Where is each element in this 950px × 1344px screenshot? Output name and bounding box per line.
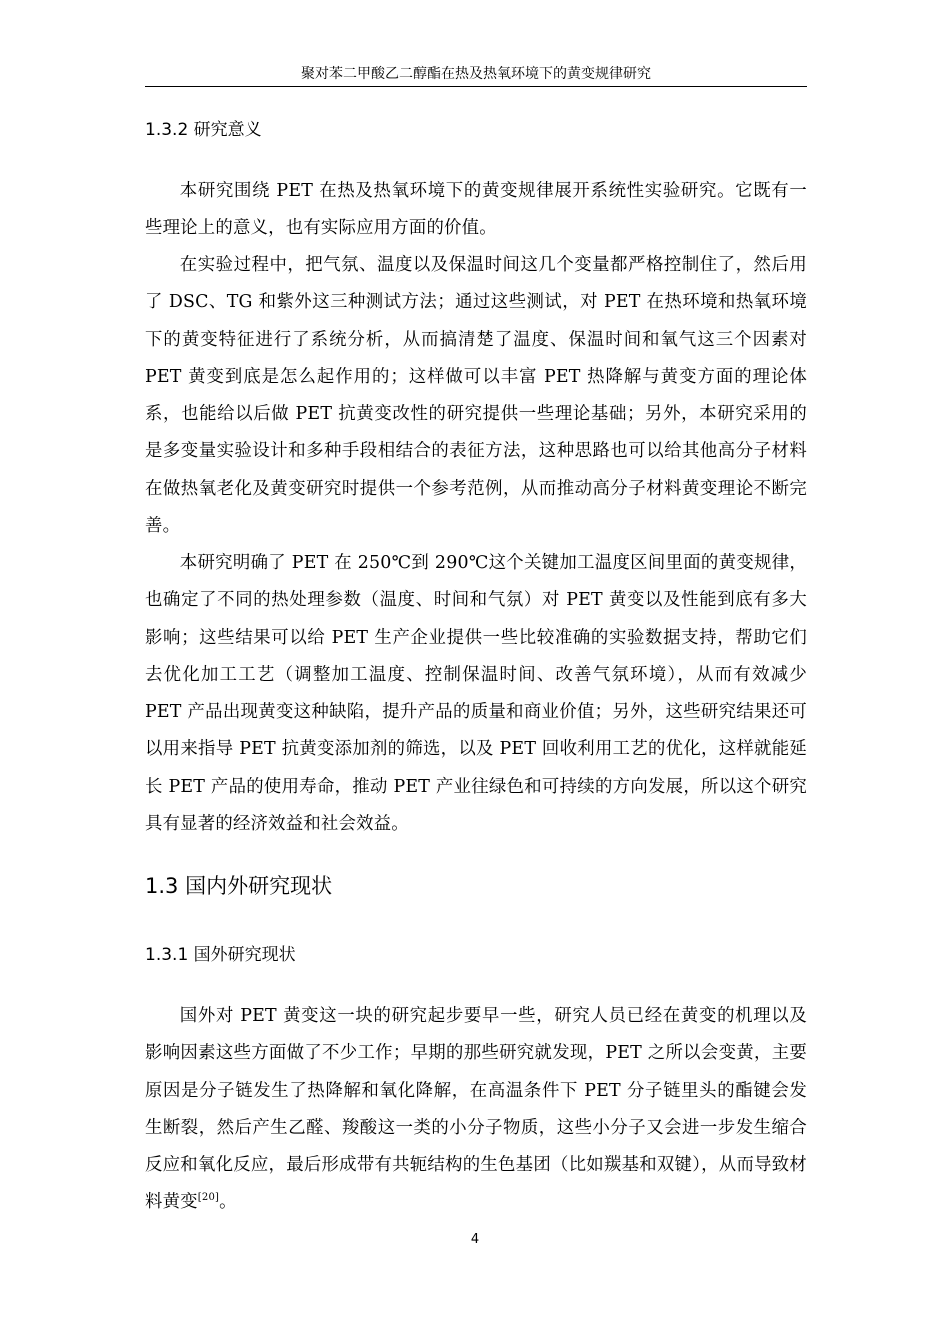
section-heading-1-3-2: 1.3.2 研究意义 [145,120,262,140]
section-heading-1-3-1: 1.3.1 国外研究现状 [145,945,296,965]
header-rule [145,86,807,87]
paragraph-theoretical-significance: 在实验过程中，把气氛、温度以及保温时间这几个变量都严格控制住了，然后用了 DSC、TG 和紫外这三种测试方法；通过这些测试，对 PET 在热环境和热氧环境下的黄变特征进行了系统分析，从而搞清楚了温度、保温时间和氧气这三个因素对 PET 黄变到底是怎么起作用的；这样做可以丰富 PET 热降解与黄变方面的理论体系，也能给以后做 PET 抗黄变改性的研究提供一些理论基础；另外，本研究采用的是多变量实验设计和多种手段相结合的表征方法，这种思路也可以给其他高分子材料在做热氧老化及黄变研究时提供一个参考范例，从而推动高分子材料黄变理论不断完善。 [145,255,807,537]
section-heading-1-3: 1.3 国内外研究现状 [145,874,333,898]
running-header: 聚对苯二甲酸乙二醇酯在热及热氧环境下的黄变规律研究 [301,66,651,82]
citation-ref: [20] [197,1192,220,1204]
paragraph-practical-significance: 本研究明确了 PET 在 250℃到 290℃这个关键加工温度区间里面的黄变规律，也确定了不同的热处理参数（温度、时间和气氛）对 PET 黄变以及性能到底有多大影响；这些结果可以给 PET 生产企业提供一些比较准确的实验数据支持，帮助它们去优化加工工艺（调整加工温度、控制保温时间、改善气氛环境），从而有效减少 PET 产品出现黄变这种缺陷，提升产品的质量和商业价值；另外，这些研究结果还可以用来指导 PET 抗黄变添加剂的筛选，以及 PET 回收利用工艺的优化，这样就能延长 PET 产品的使用寿命，推动 PET 产业往绿色和可持续的方向发展，所以这个研究具有显著的经济效益和社会效益。 [145,553,807,835]
page-number: 4 [470,1232,480,1247]
paragraph-significance-intro: 本研究围绕 PET 在热及热氧环境下的黄变规律展开系统性实验研究。它既有一些理论上的意义，也有实际应用方面的价值。 [145,181,807,239]
paragraph-end-mark: 。 [219,1192,237,1213]
paragraph-foreign-research [145,998,807,1222]
paragraph-foreign-research-text: 国外对 PET 黄变这一块的研究起步要早一些，研究人员已经在黄变的机理以及影响因素这些方面做了不少工作；早期的那些研究就发现，PET 之所以会变黄，主要原因是分子链发生了热降解和氧化降解，在高温条件下 PET 分子链里头的酯键会发生断裂，然后产生乙醛、羧酸这一类的小分子物质，这些小分子又会进一步发生缩合反应和氧化反应，最后形成带有共轭结构的生色基团（比如羰基和双键），从而导致材料黄变 [145,1006,807,1213]
